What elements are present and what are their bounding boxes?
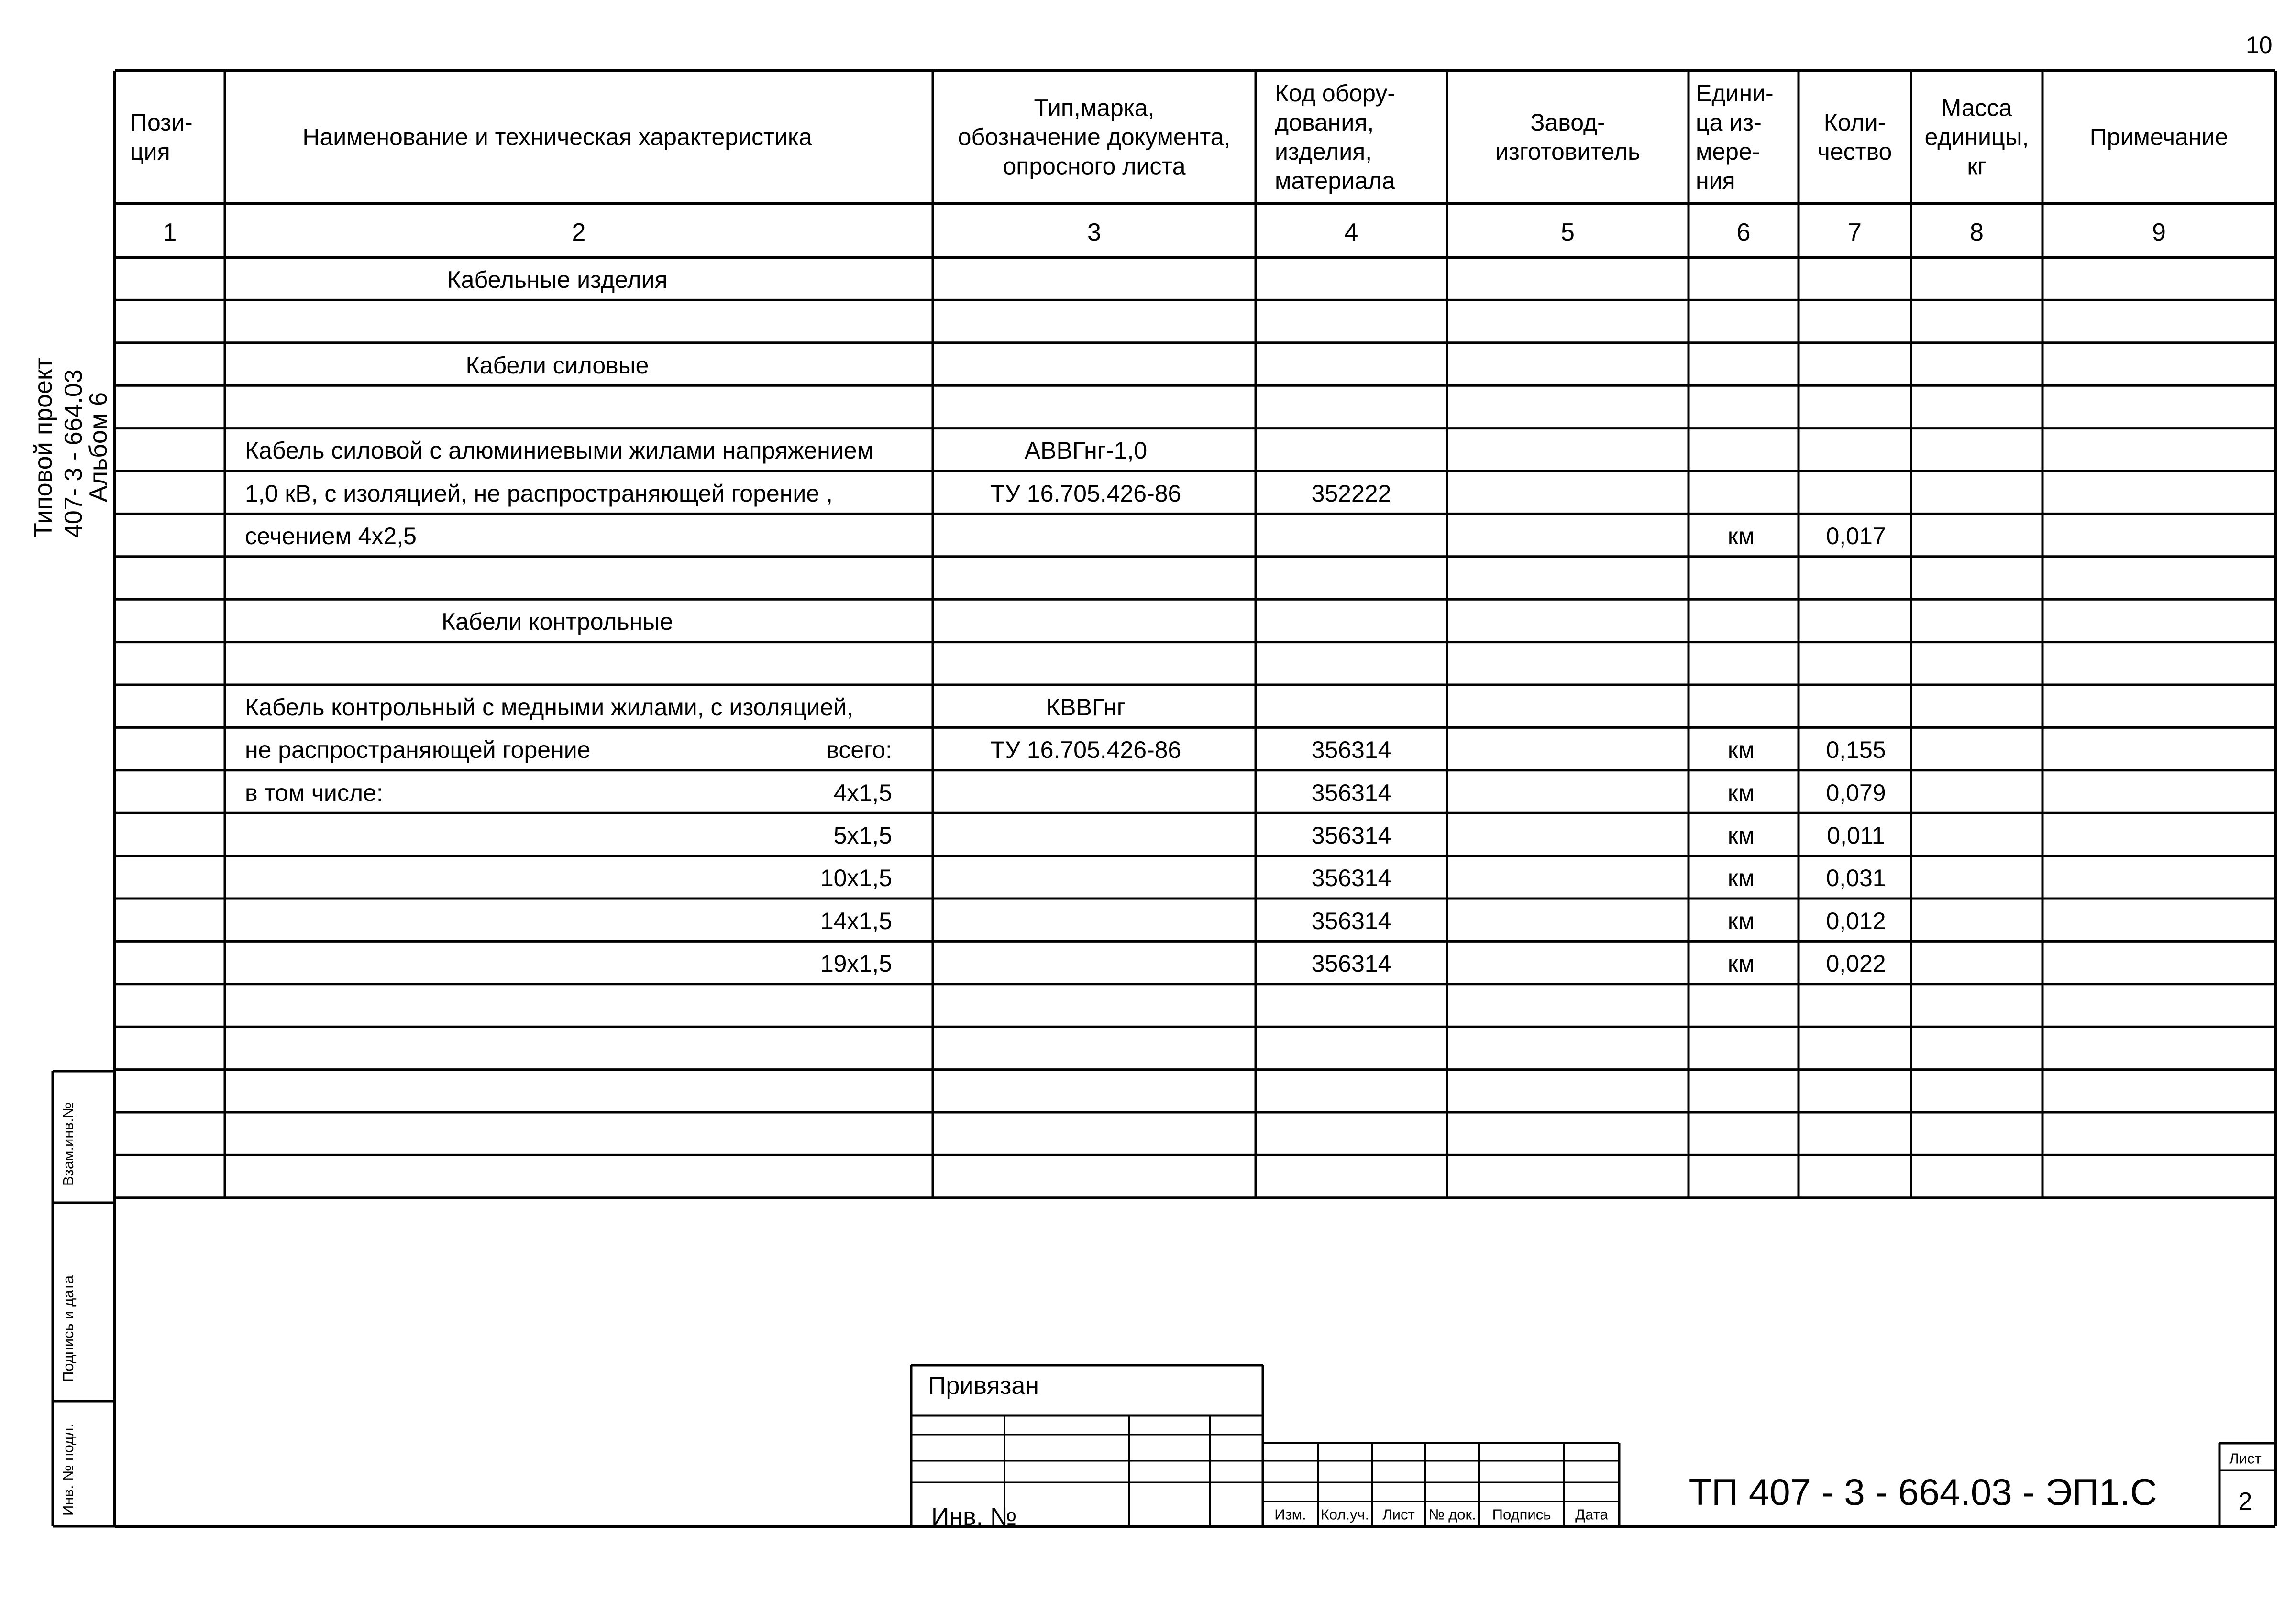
row-name: не распространяющей горение [245, 736, 591, 764]
sheet-number: 2 [2238, 1488, 2252, 1515]
revision-label: Лист [1382, 1506, 1415, 1523]
row-sub-value: 5х1,5 [833, 822, 892, 849]
header-6-line: Едини- [1696, 79, 1774, 107]
sheet-label: Лист [2229, 1450, 2262, 1467]
row-type: ТУ 16.705.426-86 [990, 480, 1181, 507]
header-1-line: Пози- [130, 109, 193, 136]
header-3-line: опросного листа [1003, 153, 1186, 179]
header-6-line: ца из- [1696, 109, 1762, 136]
header-2-line: Наименование и техническая характеристика [302, 123, 812, 150]
privyazan-label: Привязан [928, 1372, 1039, 1400]
header-7-line: Коли- [1823, 109, 1886, 136]
row-code: 356314 [1311, 736, 1391, 764]
row-code: 356314 [1311, 822, 1391, 849]
side-stamp-line3: Альбом 6 [85, 392, 112, 502]
header-6 [1696, 79, 1774, 196]
header-9-line: Примечание [2089, 123, 2229, 150]
row-sub-value: 4х1,5 [833, 779, 892, 806]
header-6-line: мере- [1696, 138, 1760, 165]
row-unit: км [1727, 865, 1755, 892]
row-code: 356314 [1311, 907, 1391, 934]
header-7 [1818, 108, 1892, 166]
revision-label: Кол.уч. [1320, 1506, 1369, 1523]
header-6-line: ния [1696, 167, 1735, 194]
row-sub-value: 10х1,5 [820, 865, 892, 892]
column-number: 4 [1344, 218, 1358, 246]
header-1 [130, 108, 193, 166]
row-name: Кабель силовой с алюминиевыми жилами напряжением [245, 437, 873, 464]
row-code: 352222 [1311, 480, 1391, 507]
row-sub-value: всего: [826, 736, 892, 764]
row-unit: км [1727, 822, 1755, 849]
inv-no-label: Инв. № [931, 1503, 1017, 1531]
header-3-line: Тип,марка, [1034, 94, 1155, 121]
header-8 [1925, 93, 2029, 181]
header-8-line: Масса [1941, 94, 2012, 121]
row-code: 356314 [1311, 865, 1391, 892]
row-unit: км [1727, 950, 1755, 977]
column-number: 9 [2152, 218, 2166, 246]
row-type: КВВГнг [1046, 693, 1126, 721]
row-section-title: Кабели силовые [465, 351, 649, 379]
row-unit: км [1727, 907, 1755, 934]
document-designation: ТП 407 - 3 - 664.03 - ЭП1.С [1689, 1471, 2157, 1513]
row-name: 1,0 кВ, с изоляцией, не распространяющей горение , [245, 480, 833, 507]
revision-label: Подпись [1492, 1506, 1551, 1523]
row-code: 356314 [1311, 779, 1391, 806]
row-section-title: Кабельные изделия [447, 266, 668, 293]
header-5-line: Завод- [1530, 109, 1605, 136]
row-type: АВВГнг-1,0 [1024, 437, 1148, 464]
strip-podpis-label: Подпись и дата [60, 1275, 77, 1382]
row-sub-value: 14х1,5 [820, 907, 892, 934]
header-4-line: дования, [1275, 109, 1374, 136]
row-quantity: 0,017 [1826, 523, 1886, 550]
column-number: 6 [1736, 218, 1751, 246]
row-unit: км [1727, 523, 1755, 550]
side-stamp-line1: Типовой проект [30, 357, 57, 538]
strip-vzam-label: Взам.инв.№ [60, 1102, 77, 1186]
header-8-line: единицы, [1924, 123, 2029, 150]
header-3-line: обозначение документа, [958, 123, 1231, 150]
header-4-line: материала [1275, 167, 1395, 194]
column-number: 8 [1970, 218, 1984, 246]
row-quantity: 0,022 [1826, 950, 1886, 977]
row-type: ТУ 16.705.426-86 [990, 736, 1181, 764]
column-number: 2 [572, 218, 586, 246]
revision-label: № док. [1428, 1506, 1476, 1523]
column-number: 3 [1087, 218, 1101, 246]
side-stamp-line2: 407- 3 - 664.03 [60, 369, 88, 538]
revision-label: Изм. [1274, 1506, 1306, 1523]
row-section-title: Кабели контрольные [441, 608, 673, 635]
header-7-line: чество [1817, 138, 1892, 165]
header-3 [958, 93, 1231, 181]
row-quantity: 0,155 [1826, 736, 1886, 764]
header-4-line: Код обору- [1275, 79, 1396, 107]
row-quantity: 0,012 [1826, 907, 1886, 934]
row-name: в том числе: [245, 779, 383, 806]
header-8-line: кг [1967, 153, 1987, 179]
row-code: 356314 [1311, 950, 1391, 977]
row-quantity: 0,031 [1826, 865, 1886, 892]
header-2 [302, 122, 812, 152]
header-1-line: ция [130, 138, 170, 165]
row-name: сечением 4х2,5 [245, 523, 417, 550]
header-4-line: изделия, [1275, 138, 1372, 165]
column-number: 1 [163, 218, 177, 246]
header-5-line: изготовитель [1495, 138, 1641, 165]
row-name: Кабель контрольный с медными жилами, с изоляцией, [245, 693, 853, 721]
header-9 [2090, 122, 2228, 152]
row-unit: км [1727, 779, 1755, 806]
column-number: 5 [1561, 218, 1575, 246]
row-unit: км [1727, 736, 1755, 764]
revision-label: Дата [1575, 1506, 1608, 1523]
column-number: 7 [1848, 218, 1862, 246]
header-4 [1275, 79, 1395, 196]
header-5 [1495, 108, 1640, 166]
row-sub-value: 19х1,5 [820, 950, 892, 977]
row-quantity: 0,011 [1827, 822, 1885, 849]
strip-inv-label: Инв. № подл. [60, 1423, 77, 1516]
row-quantity: 0,079 [1826, 779, 1886, 806]
page-number: 10 [2246, 32, 2273, 58]
